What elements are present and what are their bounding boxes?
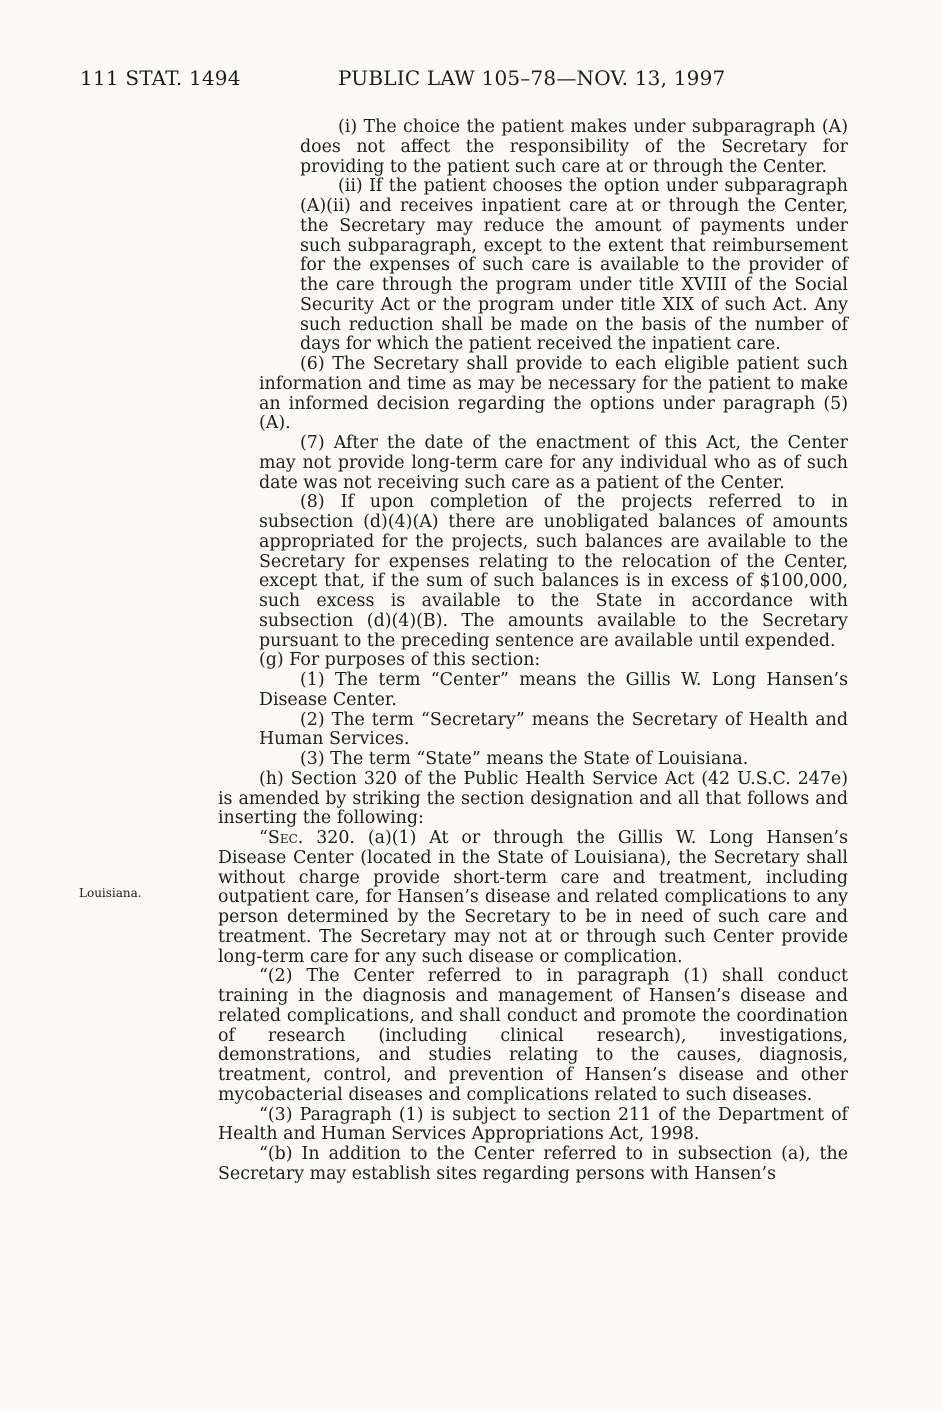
section-320-a1-text: . 320. (a)(1) At or through the Gillis W. Long Hansen’s Disease Center (located in the State of Louisiana), the Secretary shall without charge provide short-term care and treatment, including outpatient care, for Hansen’s disease and related complications to any person determined by the Secretary to be in need of such care and treatment. The Secretary may not at or through such Center provide long-term care for any such disease or complication.: [218, 828, 848, 967]
paragraph-i: (i) The choice the patient makes under subparagraph (A) does not affect the responsibility of the Secretary for providing to the patient such care at or through the Center.: [300, 117, 848, 177]
section-320-b: “(b) In addition to the Center referred to in subsection (a), the Secretary may establish sites regarding persons with Hansen’s: [218, 1144, 848, 1184]
margin-note: Louisiana.: [79, 886, 142, 900]
public-law-title: PUBLIC LAW 105–78—NOV. 13, 1997: [338, 66, 726, 90]
section-320-a3: “(3) Paragraph (1) is subject to section 211 of the Department of Health and Human Services Appropriations Act, 1998.: [218, 1104, 848, 1145]
paragraph-8: (8) If upon completion of the projects referred to in subsection (d)(4)(A) there are unobligated balances of amounts appropriated for the projects, such balances are available to the Secretary for expenses relating to the relocation of the Center, except that, if the sum of such balances is in excess of $100,000, such excess is available to the State in accordance with subsection (d)(4)(B). The amounts available to the Secretary pursuant to the preceding sentence are available until expended.: [259, 492, 848, 651]
section-lead: “S: [259, 828, 280, 848]
statute-page-reference: 111 STAT. 1494: [80, 66, 241, 90]
definition-secretary: (2) The term “Secretary” means the Secretary of Health and Human Services.: [259, 709, 848, 750]
paragraph-7: (7) After the date of the enactment of this Act, the Center may not provide long-term care for any individual who as of such date was not receiving such care as a patient of the Center.: [259, 433, 848, 493]
definition-state: (3) The term “State” means the State of Louisiana.: [300, 749, 749, 769]
definition-center: (1) The term “Center” means the Gillis W. Long Hansen’s Disease Center.: [259, 670, 848, 710]
section-smallcaps: ec: [279, 828, 298, 848]
subsection-h: (h) Section 320 of the Public Health Service Act (42 U.S.C. 247e) is amended by striking the section designation and all that follows and inserting the following:: [218, 768, 848, 829]
section-320-a2: “(2) The Center referred to in paragraph (1) shall conduct training in the diagnosis and management of Hansen’s disease and related complications, and shall conduct and promote the coordination of research (including clinical research), investigations, demonstrations, and studies relating to the causes, diagnosis, treatment, control, and prevention of Hansen’s disease and other mycobacterial diseases and complications related to such diseases.: [218, 966, 848, 1105]
paragraph-ii: (ii) If the patient chooses the option under subparagraph (A)(ii) and receives inpatient care at or through the Center, the Secretary may reduce the amount of payments under such subparagraph, except to the extent that reimbursement for the expenses of such care is available to the provider of the care through the program under title XVIII of the Social Security Act or the program under title XIX of such Act. Any such reduction shall be made on the basis of the number of days for which the patient received the inpatient care.: [300, 176, 848, 355]
subsection-g: (g) For purposes of this section:: [259, 650, 541, 671]
document-body: [218, 118, 848, 1185]
paragraph-6: (6) The Secretary shall provide to each eligible patient such information and time as may be necessary for the patient to make an informed decision regarding the options under paragraph (5)(A).: [259, 354, 848, 434]
section-320-a1: [218, 829, 848, 967]
running-header: [80, 66, 850, 96]
